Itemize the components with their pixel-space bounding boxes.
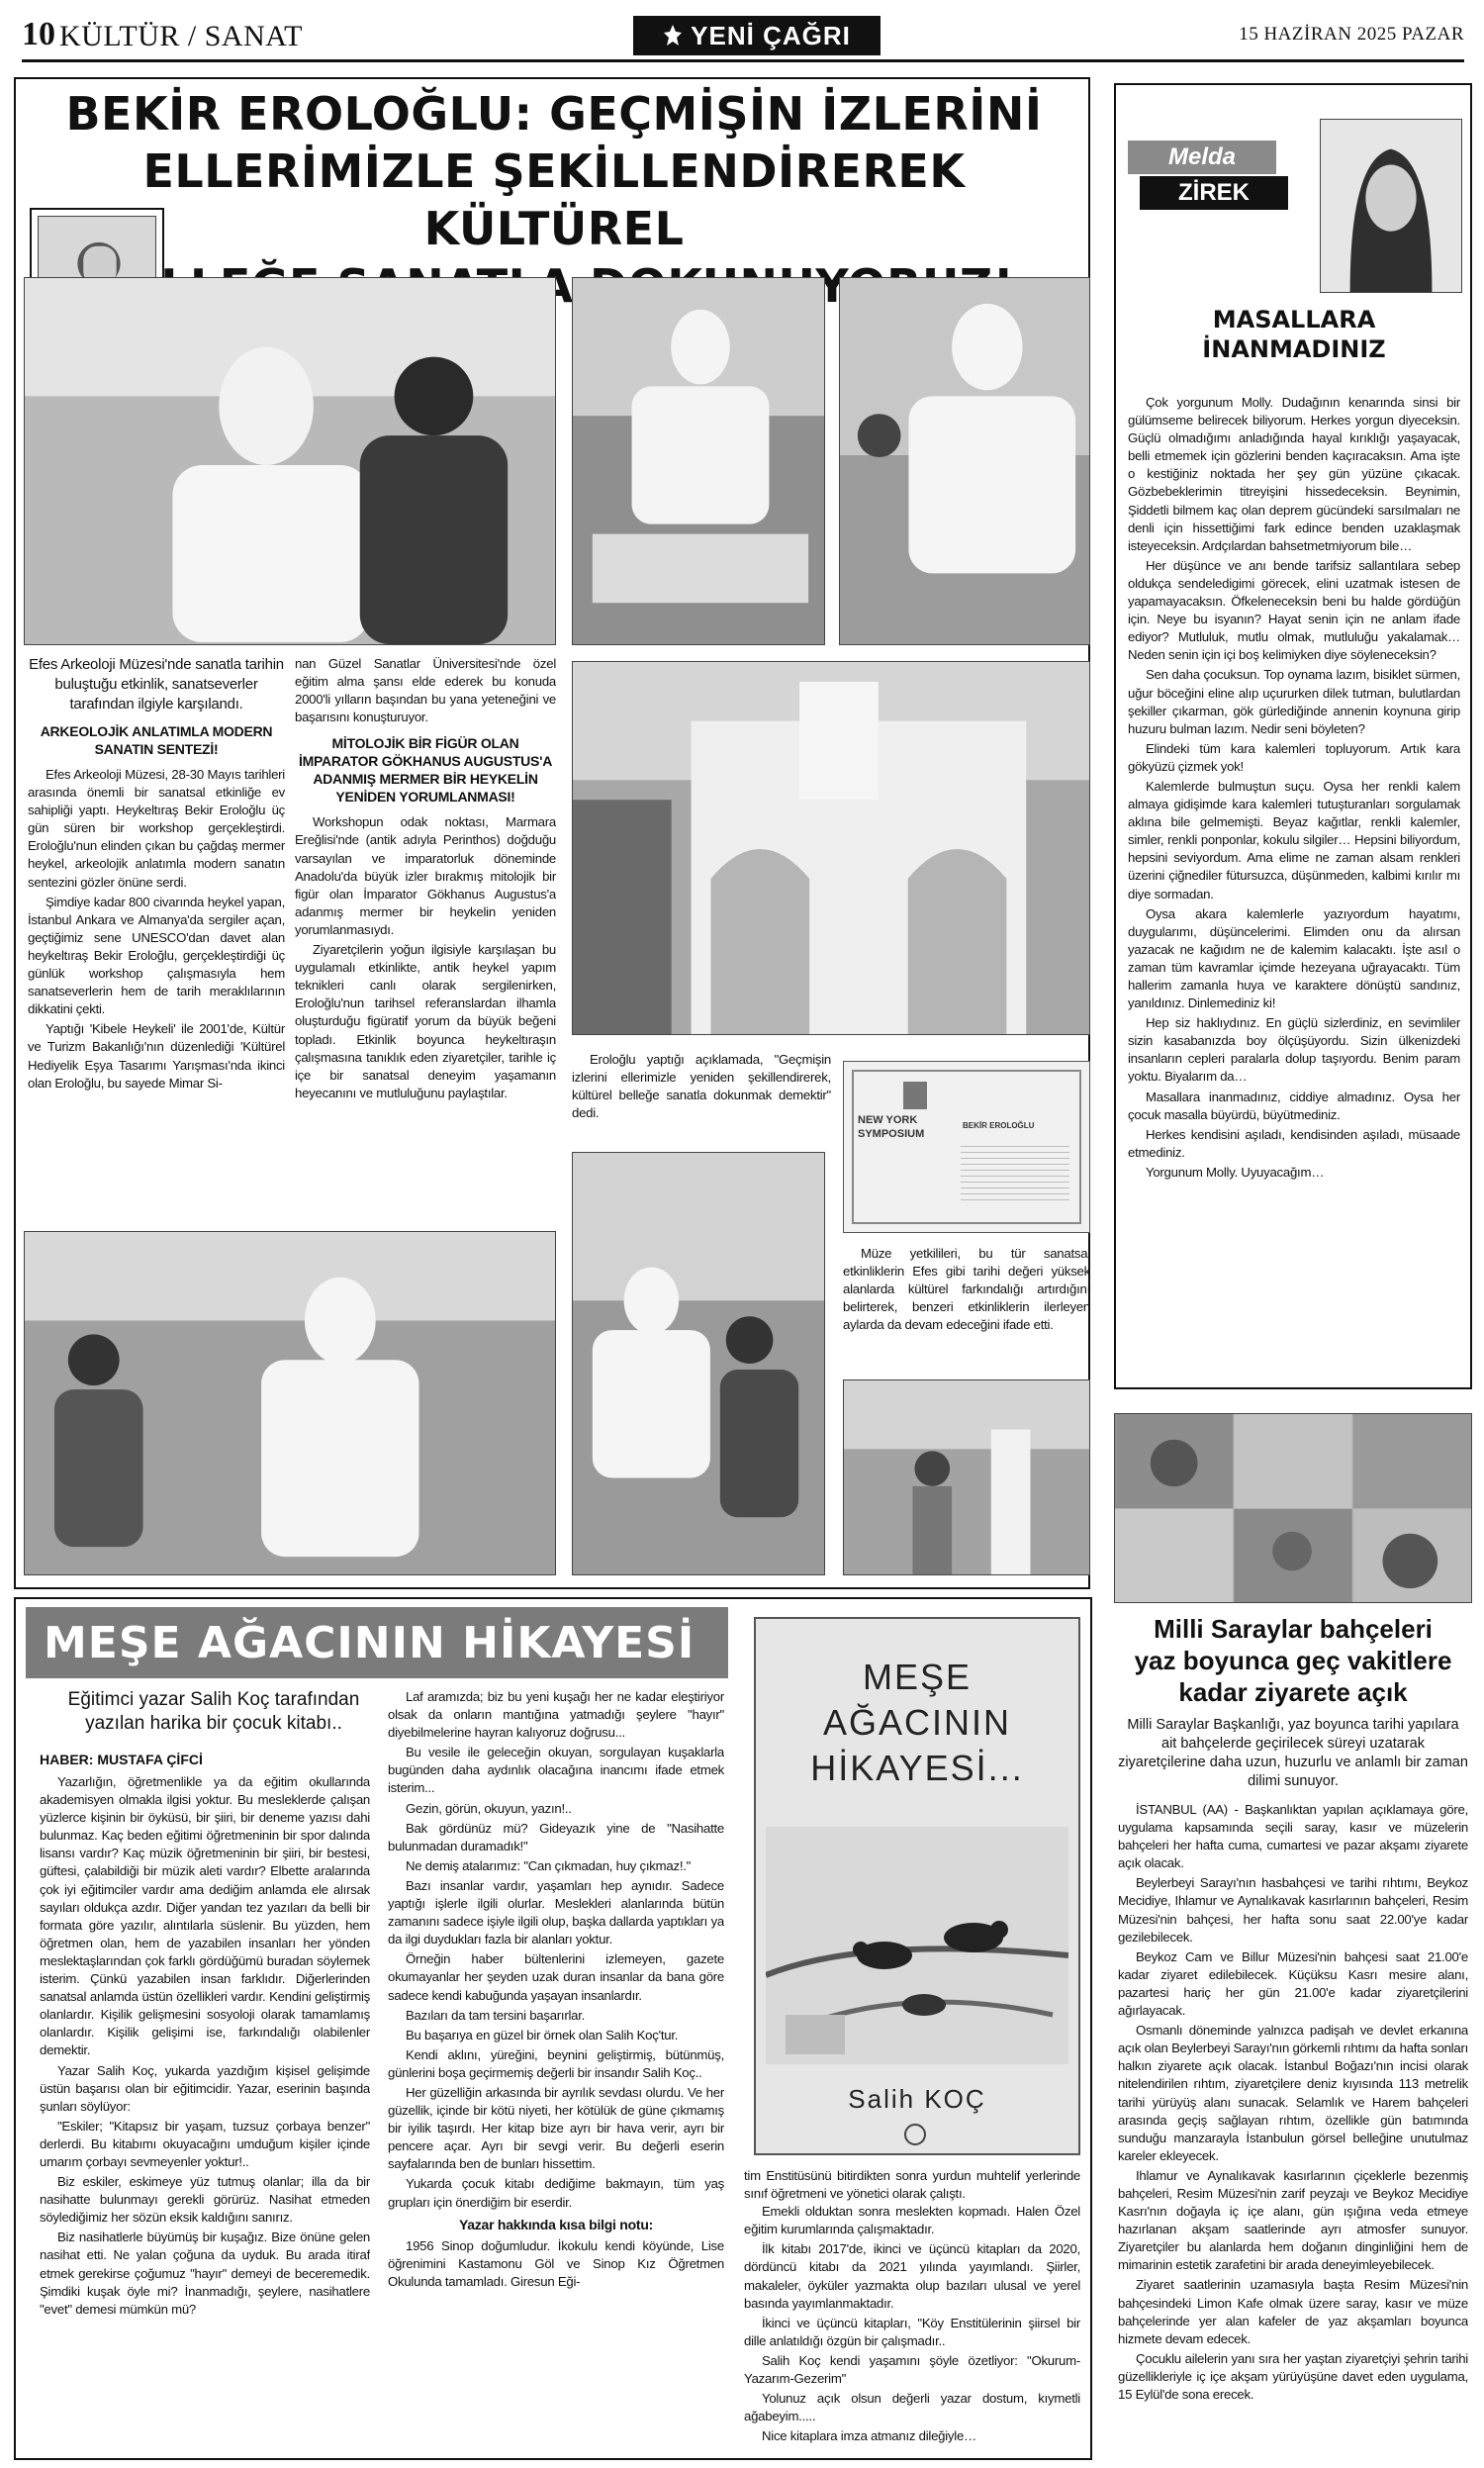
article-paragraph: Yaptığı 'Kibele Heykeli' ile 2001'de, Kültür ve Turizm Bakanlığı'nın düzenlediği 'Kültürel Hediyelik Eşya Tasarımı Yarışması'nda ikinci olan Eroloğlu, bu sayede Mimar Si-: [28, 1021, 285, 1091]
book-paragraph: Biz nasihatlerle büyümüş bir kuşağız. Bize önüne gelen nasihat etti. Ne yalan çoğuna da uyduk. Bu arada itiraf etmek gerekirse çoğumuz "hayır" demeyi de beceremedik. Şimdiki kuşak öyle mi? İnanmadığı, şeylere, nasihatlere "evet" demesi mümkün mü?: [40, 2230, 370, 2317]
photo-palace-gardens-collage: [1114, 1413, 1472, 1603]
column-paragraph: Yorgunum Molly. Uyuyacağım…: [1146, 1164, 1325, 1180]
column-paragraph: Oysa akara kalemlerle yazıyordum hayatımı, duygularımı, düşüncelerimi. Elimden onu da alırsan yazacak ne kağıdım ne de kalemim kalacaktı. İşte asıl o zaman tüm kavramlar içimde hezeyana uğrayacaktı. Tüm hallerim zamanla huya ve karaktere dönüştü sandınız, yanıldınız. Dinlemediniz ki!: [1128, 905, 1460, 1011]
book-paragraph: Salih Koç kendi yaşamını şöyle özetliyor: "Okurum-Yazarım-Gezerim": [744, 2352, 1080, 2387]
book-paragraph: Bazı insanlar vardır, yaşamları hep aynıdır. Sadece yaptığı işlerle ilgili olurlar. Meslekleri alanlarında bütün zamanını sadece işiyle ilgili olup, başka dallarda yaptıkları ya da ilgi duydukları fazla bir alanları yoktur.: [388, 1877, 724, 1947]
photo-sculpture-arches: [572, 661, 1090, 1035]
logo-emblem-icon: [663, 24, 683, 47]
column-title-line-2: İNANMADINIZ: [1202, 335, 1386, 363]
book-column-1: [40, 1773, 370, 2454]
article-column-2: [295, 655, 556, 1269]
column-paragraph: Hep siz haklıydınız. En güçlü sizlerdiniz, en sevimliler sizin kasabanızda boy ölçüşüyordu. Sizin ülkenizdeki insanların cepleri paralarla dolup taşıyordu. Benim param yoktu. Biyalarım da…: [1128, 1015, 1460, 1085]
book-paragraph: "Eskiler; "Kitapsız bir yaşam, tuzsuz çorbaya benzer" derlerdi. Bu kitabımı okuyacağını umduğum kişiler içinde umarım çorbayı sevmeyenler yoktur!..: [40, 2118, 370, 2169]
book-article-byline: HABER: MUSTAFA ÇİFCİ: [40, 1752, 203, 1767]
palaces-paragraph: İSTANBUL (AA) - Başkanlıktan yapılan açıklamaya göre, uygulama kapsamında seçili saray, kasır ve müzelerin bahçeleri her hafta cuma, cumartesi ve pazar akşamı ziyarete açık olacak.: [1118, 1802, 1468, 1871]
book-paragraph: Nice kitaplara imza atmanız dileğiyle…: [762, 2428, 976, 2444]
columnist-first-name: Melda: [1167, 143, 1236, 170]
palaces-headline: [1114, 1613, 1472, 1708]
column-paragraph: Sen daha çocuksun. Top oynama lazım, bisiklet sürmen, uğur böceğini eline alıp uçururken dilek tutman, bulutlardan şekiller çıkarman, gök gürlediğinde annenin koynuna girip huzuru bulman lazım. Nedir seni böyleten?: [1128, 667, 1460, 736]
columnist-last-name-box: [1140, 176, 1288, 210]
palaces-paragraph: Beylerbeyi Sarayı'nın hasbahçesi ve tarihi rıhtımı, Beykoz Mecidiye, Ihlamur ve Aynalıkavak kasırlarının bahçeleri, Resim Müzesi'nin bahçesi, her hafta sonu saat 22.00'ye kadar gezilebilecek.: [1118, 1875, 1468, 1945]
column-paragraph: Çok yorgunum Molly. Dudağının kenarında sinsi bir gülümseme belirecek biliyorum. Herkes yorgun diyeceksin. Güçlü olmadığımı anladığında hayal kırıklığı yaşayacak, belli etmemek için gözlerini benden kaçıracaksın. Ama işte o kestiğiniz noktada her şey gün yüzüne çıkacak. Gözbebeklerimin titreyişini hissedeceksin. Beynimin, Şiddetli bilmem kaç olan deprem gücündeki sarsılmaları ne denli için hissettiğimi fark edince benden uzaklaşmak isteyeceksin. Ardçılardan bahsetmetmiyorum bile…: [1128, 395, 1460, 553]
book-paragraph: Gezin, görün, okuyun, yazın!..: [406, 1800, 572, 1816]
palaces-paragraph: Ziyaret saatlerinin uzamasıyla başta Resim Müzesi'nin bahçesindeki Limon Kafe olmak üzere saray, kasır ve müze bahçelerinde yer alan kafeler de yaz akşamları boyunca hizmete devam edecek.: [1118, 2277, 1468, 2346]
column-paragraph: Herkes kendisini aşıladı, kendisinden aşıladı, müsaade etmediniz.: [1128, 1126, 1460, 1160]
article-paragraph: Efes Arkeoloji Müzesi, 28-30 Mayıs tarihleri arasında önemli bir sanatsal etkinliğe ev sahipliği yaptı. Heykeltıraş Bekir Eroloğlu üç gün süren bir workshop gerçekleştirdi. Eroloğlu'nun elinden çıkan bu çağdaş mermer heykel, arkeolojik anlatımla modern sanatın sentezini gözler önüne serdi.: [28, 767, 285, 890]
book-paragraph: Ne demiş atalarımız: "Can çıkmadan, huy çıkmaz!.": [406, 1857, 692, 1873]
palaces-headline-line-3: kadar ziyarete açık: [1178, 1677, 1408, 1707]
certificate-title: NEW YORK SYMPOSIUM: [858, 1114, 925, 1140]
columnist-photo: [1320, 119, 1462, 293]
book-paragraph: Bu vesile ile geleceğin okuyan, sorgulayan kuşaklarla bugünden daha aydınlık olacağına inancımı ifade etmek isterim...: [388, 1745, 724, 1796]
palaces-paragraph: Beykoz Cam ve Billur Müzesi'nin bahçesi saat 21.00'e kadar ziyaret edilebilecek. Küçüksu Kasrı mesire alanı, pazartesi hariç her gün 21.00'e kadar ziyaretçilerini ağırlayacak.: [1118, 1948, 1468, 2019]
certificate-image: [843, 1061, 1090, 1233]
book-paragraph: Örneğin haber bültenlerini izlemeyen, gazete okumayanlar her şeyden uzak duran insanlar da bana göre sadece kendi kabuğunda yaşayan insanlardır.: [388, 1951, 724, 2003]
book-cover-title-line-3: HİKAYESİ...: [810, 1748, 1024, 1788]
book-paragraph: Yukarda çocuk kitabı dediğime bakmayın, tüm yaş grupları için önerdiğim bir eserdir.: [388, 2176, 724, 2210]
book-paragraph: Her güzelliğin arkasında bir ayrılık sevdası olurdu. Ve her güzellik, içinde bir kötü niyeti, her kötülük de güne çıkmamış bir iyilik taşırdı. Her kitap bize ayrı bir hava verir, ayrı bir pencere açar. Ayrı bir sevgi verir. Bu değerli eserin sayfalarında ben de bunları hissettim.: [388, 2084, 724, 2172]
palaces-body: [1118, 1801, 1468, 2458]
book-paragraph: İlk kitabı 2017'de, ikinci ve üçüncü kitapları da 2020, dördüncü kitabı da 2021 yılında yayımlandı. Şiirler, makaleler, öyküler yazmakta olup bazıları ulusal ve yerel basında yayımlanmaktadır.: [744, 2241, 1080, 2311]
book-paragraph: Emekli olduktan sonra meslekten kopmadı. Halen Özel eğitim kurumlarında çalışmaktadır.: [744, 2204, 1080, 2237]
book-paragraph: Yazar Salih Koç, yukarda yazdığım kişisel gelişimde üstün başarısı olan bir eğitimcidir. Yazar, eserinin başında şunları söylüyor:: [40, 2062, 370, 2114]
publisher-logo-icon: [904, 2124, 926, 2145]
photo-bust-front: [572, 1152, 825, 1575]
palaces-paragraph: Ihlamur ve Aynalıkavak kasırlarının çiçeklerle bezenmiş bahçeleri, Resim Müzesi'nin zarif peyzajı ve Beykoz Mecidiye Kasrı'nın doğayla iç içe alanı, gün ışığına veda etmeye hazırlanan akşam saatlerinde ayrı atmosfer sunuyor. Ziyaretçiler bu alanlarda hem doğanın dinginliğini hem de mimarinin estetik zarafetini bir arada deneyimleyebilecek.: [1118, 2167, 1468, 2273]
palaces-headline-line-2: yaz boyunca geç vakitlere: [1134, 1646, 1452, 1675]
photo-sculptor-working: [24, 277, 556, 645]
book-article-deck: Eğitimci yazar Salih Koç tarafından yazılan harika bir çocuk kitabı..: [67, 1689, 360, 1734]
columnist-last-name: ZİREK: [1178, 179, 1250, 206]
column-body: [1128, 394, 1460, 1383]
article-column-1: [28, 655, 285, 1269]
article-intro: Efes Arkeoloji Müzesi'nde sanatla tarihin buluştuğu etkinlik, sanatseverler tarafından ilgiyle karşılandı.: [29, 656, 284, 712]
book-paragraph: 1956 Sinop doğumludur. İkokulu kendi köyünde, Lise öğrenimini Kastamonu Göl ve Sinop Kız Öğretmen Okulunda tamamladı. Giresun Eği-: [388, 2237, 724, 2289]
article-paragraph: Ziyaretçilerin yoğun ilgisiyle karşılaşan bu uygulamalı etkinlikte, antik heykel yapım teknikleri canlı olarak sergilenirken, Eroloğlu'nun tarihsel referanslardan ilhamla oluşturduğu figüratif yorum da büyük beğeni topladı. Etkinlik boyunca heykeltıraşın çalışmasına tanıklık eden ziyaretçiler, tarihle iç içe bir sanatsal deneyim yaşamanın heyecanını ve mutluluğunu paylaştılar.: [295, 942, 556, 1100]
column-paragraph: Elindeki tüm kara kalemleri topluyorum. Artık kara gökyüzü çizmek yok!: [1128, 740, 1460, 774]
book-article-banner-text: MEŞE AĞACININ HİKAYESİ: [44, 1617, 696, 1668]
book-paragraph: Bu başarıya en güzel bir örnek olan Salih Koç'tur.: [406, 2027, 679, 2042]
palaces-paragraph: Çocuklu ailelerin yanı sıra her yaştan ziyaretçiyi şehrin tarihi güzellikleriyle iç içe akşam yürüyüşüne davet eden uygulama, 15 Eylül'de sona erecek.: [1118, 2350, 1468, 2402]
author-info-heading: Yazar hakkında kısa bilgi notu:: [458, 2216, 654, 2232]
page-header: [22, 14, 1464, 61]
photo-visitor-statue: [843, 1379, 1090, 1575]
article-paragraph: Workshopun odak noktası, Marmara Ereğlisi'nde (antik adıyla Perinthos) doğduğu varsayılan ve imparatorluk döneminde Anadolu'da büyük izler bırakmış mitolojik bir figür olan İmparator Gökhanus Augustus'a adanmış mermer bir heykelin yeniden yorumlanmasıydı.: [295, 814, 556, 937]
article-quote: Eroloğlu yaptığı açıklamada, "Geçmişin izlerini ellerimizle yeniden şekillendirerek, kültürel belleğe sanatla dokunmak demektir" dedi.: [572, 1052, 831, 1121]
book-paragraph: tim Enstitüsünü bitirdikten sonra yurdun muhtelif yerlerinde sınıf öğretmeni ve yönetici olarak çalıştı.: [744, 2168, 1080, 2202]
article-closing: Müze yetkilileri, bu tür sanatsal etkinliklerin Efes gibi tarihi değeri yüksek alanlarda kültürel farkındalığı artırdığını belirterek, benzeri etkinliklerin ilerleyen aylarda da devam edeceğini ifade etti.: [843, 1246, 1090, 1333]
book-paragraph: Yolunuz açık olsun değerli yazar dostum, kıymetli ağabeyim.....: [744, 2391, 1080, 2424]
book-cover-title: [756, 1655, 1078, 1791]
photo-sculptor-with-bust: [24, 1231, 556, 1575]
book-cover-title-line-1: MEŞE: [862, 1657, 973, 1697]
book-paragraph: Bak gördünüz mü? Gideyazık yine de "Nasihatte bulunmadan duramadık!": [388, 1820, 724, 1853]
book-article-banner: [26, 1607, 728, 1678]
book-paragraph: Bazıları da tam tersini başarırlar.: [406, 2007, 586, 2023]
photo-bust-with-tools: [572, 277, 825, 645]
book-paragraph: Laf aramızda; biz bu yeni kuşağı her ne kadar eleştiriyor olsak da onların mantığına yatmadığı şeylere "hayır" diyebilmelerine hayran kalıyoruz doğrusu...: [388, 1689, 724, 1741]
book-cover: [754, 1617, 1080, 2155]
photo-bust-closeup: [839, 277, 1090, 645]
column-paragraph: Kalemlerde bulmuştun suçu. Oysa her renkli kalem almaya gidişimde kara kalemleri tutuşturanları sorgulamak aklına bile gelmemişti. Beyaz kağıtlar, renkli kalemler, simler, renkli ponponlar, kokulu silgiler… Hepsini biliyordum, hepsini seviyordum. Ama elime ne zaman alsam renkleri üzerini çiğnediler fütursuzca, düşünmeden, kalbimi kırılır mı diye sormadan.: [1128, 778, 1460, 902]
palaces-lead: Milli Saraylar Başkanlığı, yaz boyunca tarihi yapılara ait bahçelerde geçirilecek süreyi uzatarak ziyaretçilerine daha uzun, huzurlu ve anlamlı bir zaman dilimi sunuyor.: [1118, 1717, 1468, 1789]
book-cover-author: Salih KOÇ: [848, 2084, 986, 2114]
newspaper-logo: [633, 16, 881, 55]
columnist-first-name-box: [1128, 141, 1276, 174]
column-paragraph: Masallara inanmadınız, ciddiye almadınız. Oysa her çocuk masalla büyürdü, büyütmediniz.: [1128, 1089, 1460, 1122]
issue-date: 15 HAZİRAN 2025 PAZAR: [1239, 24, 1464, 45]
article-subhead-2: MİTOLOJİK BİR FİGÜR OLAN İMPARATOR GÖKHANUS AUGUSTUS'A ADANMIŞ MERMER BİR HEYKELİN YENİDEN YORUMLANMASI!: [298, 735, 553, 806]
book-column-3: [744, 2167, 1080, 2456]
page-number: 10: [22, 16, 55, 52]
book-paragraph: Kendi aklını, yüreğini, beynini geliştirmiş, bütünmüş, günlerini boşa geçirmemiş değerli bir insandır Salih Koç..: [388, 2046, 724, 2080]
palaces-paragraph: Osmanlı döneminde yalnızca padişah ve devlet erkanına açık olan Beylerbeyi Sarayı'nın görkemli rıhtımı da hafta sonları halkın ziyarete açık olacak. İstanbul Boğazı'nın incisi olarak nitelendirilen rıhtım, ziyaretçilere deniz kıyısında 113 metrelik tarihi yürüyüş alanı sunacak. Selamlık ve Harem bahçeleri arasında geçiş sağlayan rıhtım, özellikle gün batımında sunduğu manzarayla İstanbulun görsel belleğine unutulmaz kareler ekleyecek.: [1118, 2023, 1468, 2163]
book-cover-title-line-2: AĞACININ: [822, 1702, 1012, 1743]
article-subhead-1: ARKEOLOJİK ANLATIMLA MODERN SANATIN SENTEZİ!: [40, 723, 273, 757]
book-paragraph: İkinci ve üçüncü kitapları, "Köy Enstitülerinin şiirsel bir dille anlatıldığı özgün bir çalışmadır..: [744, 2315, 1080, 2348]
logo-text: YENİ ÇAĞRI: [691, 20, 851, 50]
article-continuation: nan Güzel Sanatlar Üniversitesi'nde özel eğitim alma şansı elde ederek bu konuda 2000'li yılların başından bu yana yeteneğini ve başarısını konuşturuyor.: [295, 656, 556, 725]
column-title-line-1: MASALLARA: [1212, 306, 1376, 333]
columnist-banner: [1128, 129, 1304, 214]
column-title: [1128, 305, 1460, 364]
book-column-2: [388, 1688, 724, 2456]
headline-line-2: ELLERİMİZLE ŞEKİLLENDİREREK KÜLTÜREL: [142, 144, 966, 255]
book-cover-illustration: [766, 1827, 1068, 2064]
book-paragraph: Yazarlığın, öğretmenlikle ya da eğitim okullarında akademisyen olmakla ilgisi yoktur. Bu mesleklerde çalışan yüzlerce kişinin bir öyküsü, bir şiiri, bir deneme yazısı dahi bulunmaz. Kaç beden eğitimi öğretmeninin bir spor dalında lisansı vardır? Kaç müzik öğretmeninin bir şiiri, bir bestesi, güftesi, çalabildiği bir müzik aleti vardır? Elbette aralarında çok iyi eğitimciler vardır ama dediğim anlamda ele alırsak sayıları oldukça azdır. Diğer yandan tez yazıları da belli bir formata göre yazılır, alıntılarla süslenir. Bu yüzden, hem öğretmen olan, hem de yazabilen insanları her yönden meslektaşlarından çok farklı gördüğümü buradan söylemek isterim. Çünkü yazabilen insan farklıdır. Diğerlerinden sanatsal anlamda üstün özellikleri vardır. Kendini geliştirmiş olanlardır. Kişilik gelişmesini sosyoloji olarak tamamlamış olanlardır. Kişilik gelişimi ise, farkındalığı olabilenler demektir.: [40, 1774, 370, 2058]
palaces-headline-line-1: Milli Saraylar bahçeleri: [1154, 1614, 1433, 1644]
book-paragraph: Biz eskiler, eskimeye yüz tutmuş olanlar; illa da bir nasihatte bulunmayı gerekli görürüz. Nasihat etmeden söylediğimiz her sözün eksik kaldığını sanırız.: [40, 2174, 370, 2226]
headline-line-1: BEKİR EROLOĞLU: GEÇMİŞİN İZLERİNİ: [65, 87, 1043, 141]
certificate-name: BEKİR EROLOĞLU: [963, 1121, 1035, 1130]
header-rule: [22, 59, 1464, 62]
column-paragraph: Her düşünce ve anı bende tarifsiz sallantılara sebep oldukça sendeledigimi görecek, elini uzatmak istesen de yapamayacaksın. Öfkeleneceksin beni bu halde gördüğün için. Neye bu isyanın? Hayat senin için ne anlam ifade ediyor? Mutluluk, mutlu olmak, mutluluğu yakalamak… Neden senin için içi boş kelimiyken diye söyleneceksin?: [1128, 557, 1460, 663]
section-title: KÜLTÜR / SANAT: [59, 20, 303, 52]
article-paragraph: Şimdiye kadar 800 civarında heykel yapan, İstanbul Ankara ve Almanya'da sergiler açan, geçtiğimiz sene UNESCO'dan davet alan heykeltıraş Bekir Eroloğlu, gerçekleştirdiği üç günlük workshop çalışmasıyla hem sanatseverlerin hem de tarih meraklılarının dikkatini çekti.: [28, 894, 285, 1017]
